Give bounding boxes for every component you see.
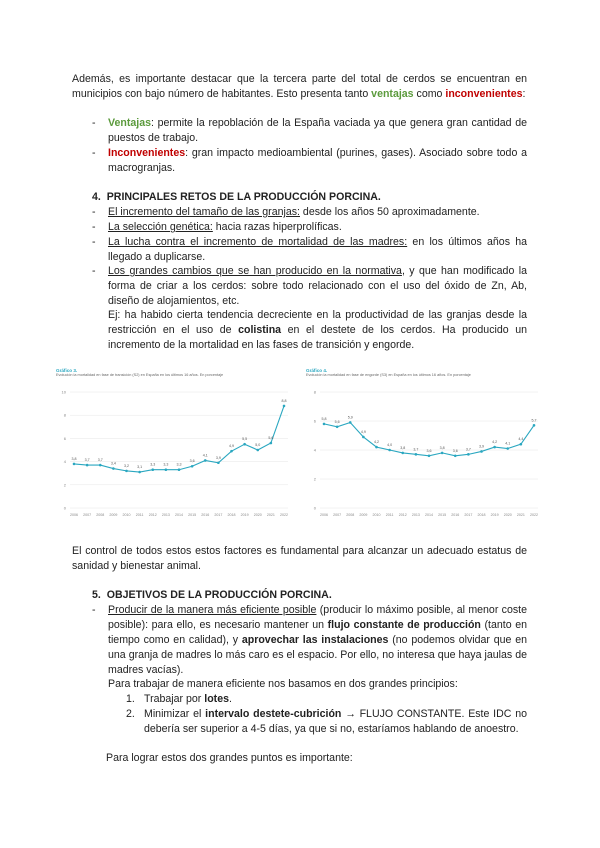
list-item-inconvenientes: [108, 146, 527, 176]
x-tick-label: 2022: [530, 513, 538, 517]
x-tick-label: 2018: [477, 513, 486, 517]
x-tick-label: 2007: [83, 513, 92, 517]
bullet-dash: -: [92, 265, 96, 277]
y-tick-label: 2: [63, 482, 66, 488]
data-point: [454, 455, 457, 458]
chart-grafico-3: [52, 362, 294, 522]
chart-subtitle: Evolución la mortalidad en fase de transición (S2) en España en los últimos 16 años. En porcentaje: [56, 373, 224, 377]
intro-text-2: como: [413, 87, 446, 100]
data-label: 5,6: [334, 419, 340, 424]
y-tick-label: 2: [313, 476, 316, 482]
reto-text: hacia razas hiperprolíficas.: [212, 221, 342, 233]
reto-item: [108, 235, 527, 265]
intro-colon: :: [522, 87, 526, 100]
x-tick-label: 2016: [201, 513, 210, 517]
reto-item: [108, 220, 527, 235]
inconvenientes-label: Inconvenientes: [108, 147, 186, 159]
principle-item: [144, 707, 527, 737]
x-tick-label: 2006: [320, 513, 328, 517]
data-point: [336, 426, 339, 429]
data-label: 5,0: [255, 443, 261, 447]
data-point: [86, 464, 89, 467]
data-label: 3,8: [439, 445, 445, 450]
principle-item: [144, 692, 527, 707]
chart-plot: [302, 362, 544, 522]
x-tick-label: 2021: [266, 513, 275, 517]
x-tick-label: 2014: [425, 513, 433, 517]
x-tick-label: 2016: [451, 513, 460, 517]
chart-title: Gráfico 3.: [56, 368, 78, 373]
data-label: 3,8: [71, 456, 77, 461]
principle-bold: intervalo destete-cubrición: [205, 708, 342, 720]
y-tick-label: 0: [63, 505, 66, 511]
data-label: 3,4: [110, 461, 116, 466]
example-paragraph: [108, 308, 527, 353]
data-point: [388, 449, 391, 452]
example-text: Ej: ha habido cierta tendencia decreciente en la productividad de las granjas desde la restricción en el uso de: [108, 309, 527, 336]
data-label: 4,2: [374, 440, 379, 445]
principle-text-end: .: [229, 693, 232, 705]
x-tick-label: 2008: [96, 513, 105, 517]
data-label: 3,7: [97, 458, 103, 463]
bullet-dash: -: [92, 206, 96, 218]
section-number: 5.: [92, 589, 101, 601]
objetivo-text: (producir lo máximo posible, al menor coste posible): para ello, es necesario mantener un: [108, 604, 527, 631]
data-point: [243, 443, 246, 446]
x-tick-label: 2010: [372, 513, 381, 517]
data-label: 3,3: [163, 462, 169, 467]
colistina-bold: colistina: [238, 323, 282, 336]
x-tick-label: 2013: [161, 513, 170, 517]
data-point: [230, 450, 233, 453]
data-point: [349, 421, 352, 424]
data-point: [506, 447, 509, 450]
data-point: [204, 459, 207, 462]
data-label: 4,1: [505, 441, 511, 446]
data-point: [256, 449, 259, 452]
data-label: 5,8: [321, 416, 327, 421]
data-label: 4,9: [360, 429, 366, 434]
intro-text: Además, es importante destacar que la tercera parte del total de cerdos se encuentran en municipios con bajo número de habitantes. Esto presenta tanto: [72, 73, 527, 100]
x-tick-label: 2009: [109, 513, 118, 517]
data-point: [165, 468, 168, 471]
reto-text: en los últimos años ha llegado a duplicarse.: [108, 236, 528, 263]
y-tick-label: 6: [313, 418, 316, 424]
x-tick-label: 2014: [175, 513, 183, 517]
ventajas-word: ventajas: [371, 87, 414, 100]
objetivo-text-3: (no podemos olvidar que en una granja de madres lo más caro es el espacio. Por ello, no interesa que haya jaulas de madres vacías).: [108, 633, 527, 676]
y-tick-label: 4: [313, 447, 316, 453]
data-label: 4,1: [202, 453, 208, 458]
data-point: [362, 436, 365, 439]
example-text-2: en el destete de los cerdos. Ha producido un incremento de la mortalidad en las fases de transición y engorde.: [108, 323, 527, 351]
data-label: 3,6: [452, 448, 458, 453]
x-tick-label: 2022: [280, 513, 288, 517]
objetivo-item: [108, 603, 527, 678]
x-tick-label: 2017: [214, 513, 223, 517]
data-label: 4,2: [492, 440, 498, 445]
x-tick-label: 2019: [240, 513, 249, 517]
data-label: 5,5: [242, 437, 248, 442]
data-point: [375, 446, 378, 449]
x-tick-label: 2007: [333, 513, 342, 517]
reto-underlined: Los grandes cambios que se han producido en la normativa: [108, 265, 402, 277]
data-point: [191, 465, 194, 468]
bullet-dash: -: [92, 147, 96, 159]
principle-text: Trabajar por: [144, 693, 205, 705]
last-paragraph: Para lograr estos dos grandes puntos es importante:: [106, 752, 353, 764]
data-point: [415, 453, 418, 456]
data-point: [480, 450, 483, 453]
principle-number: 1.: [126, 693, 135, 705]
principles-intro: Para trabajar de manera eficiente nos basamos en dos grandes principios:: [108, 678, 458, 690]
data-label: 8,8: [281, 398, 287, 403]
data-point: [99, 464, 102, 467]
reto-underlined: La selección genética:: [108, 221, 213, 233]
x-tick-label: 2015: [188, 513, 197, 517]
x-tick-label: 2008: [346, 513, 355, 517]
bullet-dash: -: [92, 604, 96, 616]
data-point: [138, 471, 141, 474]
x-tick-label: 2019: [490, 513, 499, 517]
principle-text-end: → FLUJO CONSTANTE. Este IDC no debería ser superior a 4-5 días, ya que si no, estaríamos hablando de anoestro.: [144, 708, 527, 735]
x-tick-label: 2020: [253, 513, 262, 517]
data-label: 3,9: [479, 444, 484, 449]
inconvenientes-word: inconvenientes: [445, 87, 523, 100]
data-point: [441, 452, 444, 455]
intro-paragraph: [72, 72, 527, 102]
y-tick-label: 4: [63, 459, 66, 465]
y-tick-label: 0: [313, 505, 316, 511]
x-tick-label: 2013: [411, 513, 420, 517]
data-point: [520, 443, 523, 446]
section-5-heading: [92, 588, 532, 603]
chart-subtitle: Evolución la mortalidad en fase de engorde (S3) en España en los últimos 16 años. En porcentaje: [306, 373, 471, 377]
bullet-dash: -: [92, 236, 96, 248]
data-point: [428, 455, 431, 458]
data-label: 3,6: [426, 448, 432, 453]
data-point: [112, 467, 115, 470]
data-point: [323, 423, 326, 426]
reto-underlined: El incremento del tamaño de las granjas:: [108, 206, 300, 218]
data-point: [151, 468, 154, 471]
y-tick-label: 8: [63, 412, 66, 418]
reto-item: [108, 264, 527, 309]
data-label: 3,7: [465, 447, 471, 452]
bullet-dash: -: [92, 221, 96, 233]
data-label: 4,9: [229, 444, 234, 449]
data-label: 3,7: [413, 447, 419, 452]
control-paragraph: El control de todos estos estos factores es fundamental para alcanzar un adecuado estatus de sanidad y bienestar animal.: [72, 545, 527, 572]
data-point: [73, 463, 76, 466]
principle-bold: lotes: [204, 693, 229, 705]
reto-underlined: La lucha contra el incremento de mortalidad de las madres:: [108, 236, 408, 248]
x-tick-label: 2011: [385, 513, 394, 517]
data-label: 3,1: [137, 465, 143, 470]
y-tick-label: 6: [63, 435, 66, 441]
reto-item: [108, 205, 527, 220]
data-point: [283, 405, 286, 408]
data-label: 5,9: [347, 415, 353, 420]
data-label: 5,6: [268, 436, 274, 441]
data-label: 3,6: [189, 459, 195, 464]
section-number: 4.: [92, 191, 101, 203]
data-label: 5,7: [531, 418, 537, 423]
x-tick-label: 2015: [438, 513, 447, 517]
data-label: 3,8: [400, 445, 406, 450]
x-tick-label: 2021: [516, 513, 525, 517]
data-label: 3,3: [150, 462, 156, 467]
x-tick-label: 2020: [503, 513, 512, 517]
x-tick-label: 2010: [122, 513, 131, 517]
data-point: [178, 468, 181, 471]
x-tick-label: 2011: [135, 513, 144, 517]
data-point: [533, 424, 536, 427]
flujo-bold: flujo constante de producción: [327, 618, 481, 631]
data-label: 4,0: [387, 443, 393, 447]
y-tick-label: 10: [61, 389, 66, 395]
bullet-dash: -: [92, 117, 96, 129]
x-tick-label: 2006: [70, 513, 78, 517]
data-point: [125, 470, 128, 473]
data-label: 3,9: [215, 455, 221, 460]
chart-plot: [52, 362, 294, 522]
reto-text: , y que han modificado la forma de criar a los cerdos: sobre todo relacionado con el uso del óxido de Zn, Ab, diseño de alojamientos, etc.: [108, 265, 527, 307]
section-4-heading: [92, 190, 532, 205]
objetivo-underlined: Producir de la manera más eficiente posible: [108, 604, 317, 616]
principle-text: Minimizar el: [144, 708, 206, 720]
data-point: [270, 442, 273, 445]
data-point: [217, 461, 220, 464]
x-tick-label: 2009: [359, 513, 368, 517]
inconvenientes-text: : gran impacto medioambiental (purines, gases). Asociado sobre todo a macrogranjas.: [108, 147, 527, 174]
chart-grafico-4: [302, 362, 544, 522]
data-point: [401, 452, 404, 455]
x-tick-label: 2017: [464, 513, 473, 517]
data-label: 4,4: [518, 437, 524, 442]
y-tick-label: 8: [313, 389, 316, 395]
data-label: 3,7: [84, 458, 90, 463]
data-point: [493, 446, 496, 449]
ventajas-text: : permite la repoblación de la España vaciada ya que genera gran cantidad de puestos de trabajo.: [108, 117, 527, 144]
reto-text: desde los años 50 aproximadamente.: [299, 206, 480, 218]
list-item-ventajas: [108, 116, 527, 146]
section-title: OBJETIVOS DE LA PRODUCCIÓN PORCINA.: [106, 589, 332, 601]
chart-title: Gráfico 4.: [306, 368, 328, 373]
data-label: 3,2: [124, 463, 129, 468]
aprovechar-bold: aprovechar las instalaciones: [241, 633, 389, 646]
data-label: 3,3: [176, 462, 182, 467]
objetivo-text-2: (tanto en tiempo como en calidad), y: [108, 618, 527, 646]
data-point: [467, 453, 470, 456]
principle-number: 2.: [126, 708, 135, 720]
x-tick-label: 2012: [398, 513, 407, 517]
ventajas-label: Ventajas: [108, 117, 151, 129]
x-tick-label: 2012: [148, 513, 157, 517]
section-title: PRINCIPALES RETOS DE LA PRODUCCIÓN PORCINA.: [106, 191, 381, 203]
x-tick-label: 2018: [227, 513, 236, 517]
